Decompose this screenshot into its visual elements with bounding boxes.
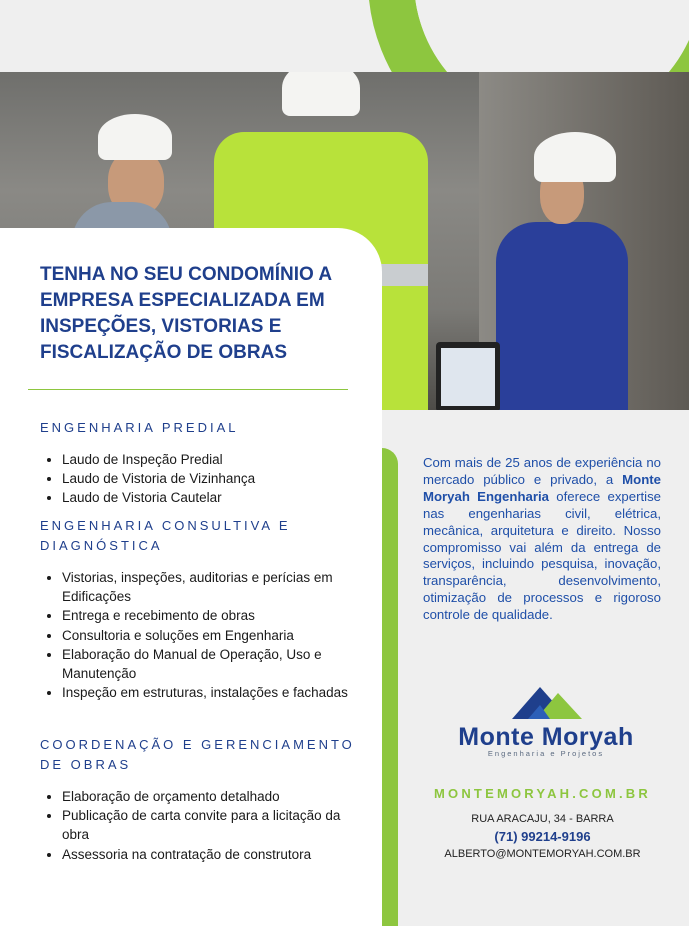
address: RUA ARACAJU, 34 - BARRA — [471, 813, 614, 825]
website-link[interactable]: MONTEMORYAH.COM.BR — [434, 786, 651, 801]
section-engenharia-consultiva — [40, 516, 360, 702]
section-title: COORDENAÇÃO E GERENCIAMENTO DE OBRAS — [40, 737, 355, 772]
divider — [28, 389, 348, 390]
list-item: • Elaboração de orçamento detalhado — [62, 787, 360, 806]
service-list — [40, 568, 360, 702]
company-name: Monte Moryah Engenharia — [423, 471, 661, 504]
hard-hat-icon — [282, 72, 360, 116]
list-item: • Laudo de Vistoria Cautelar — [62, 488, 360, 507]
accent-bar — [382, 448, 398, 926]
description-body: oferece expertise nas engenharias civil, elétrica, mecânica, arquitetura e direito. Nosso compromisso vai além da entrega de serviços, incluindo pesquisa, inovação, transparência, desenvolvimento, otimização de processos e rigoroso controle de qualidade. — [423, 488, 661, 623]
company-description — [423, 455, 661, 624]
logo-tagline: Engenharia e Projetos — [487, 749, 605, 758]
description-intro: Com mais de 25 anos de experiência no mercado público e privado, a — [423, 455, 661, 487]
list-item: • Inspeção em estruturas, instalações e fachadas — [62, 683, 360, 702]
service-list — [40, 450, 360, 508]
logo-name: Monte Moryah — [458, 723, 634, 751]
company-logo — [448, 683, 644, 758]
list-item: • Vistorias, inspeções, auditorias e perícias em Edificações — [62, 568, 360, 606]
phone-number[interactable]: (71) 99214-9196 — [494, 829, 591, 844]
list-item: • Entrega e recebimento de obras — [62, 606, 360, 625]
email-link[interactable]: ALBERTO@MONTEMORYAH.COM.BR — [444, 848, 641, 860]
hard-hat-icon — [534, 132, 616, 182]
list-item: • Laudo de Inspeção Predial — [62, 450, 360, 469]
worker-suit — [496, 222, 628, 410]
section-coordenacao — [40, 735, 360, 864]
hard-hat-icon — [98, 114, 172, 160]
page-headline: TENHA NO SEU CONDOMÍNIO A EMPRESA ESPECIALIZADA EM INSPEÇÕES, VISTORIAS E FISCALIZAÇÃO DE OBRAS — [40, 264, 332, 363]
list-item: • Laudo de Vistoria de Vizinhança — [62, 469, 360, 488]
section-engenharia-predial — [40, 418, 360, 508]
mountain-logo-icon — [506, 683, 586, 723]
section-title: ENGENHARIA CONSULTIVA E DIAGNÓSTICA — [40, 518, 291, 553]
list-item: • Consultoria e soluções em Engenharia — [62, 626, 360, 645]
list-item: • Assessoria na contratação de construtora — [62, 845, 360, 864]
service-list — [40, 787, 360, 864]
section-title: ENGENHARIA PREDIAL — [40, 420, 239, 435]
list-item: • Elaboração do Manual de Operação, Uso e Manutenção — [62, 645, 360, 683]
list-item: • Publicação de carta convite para a licitação da obra — [62, 806, 360, 844]
tablet-icon — [436, 342, 500, 410]
